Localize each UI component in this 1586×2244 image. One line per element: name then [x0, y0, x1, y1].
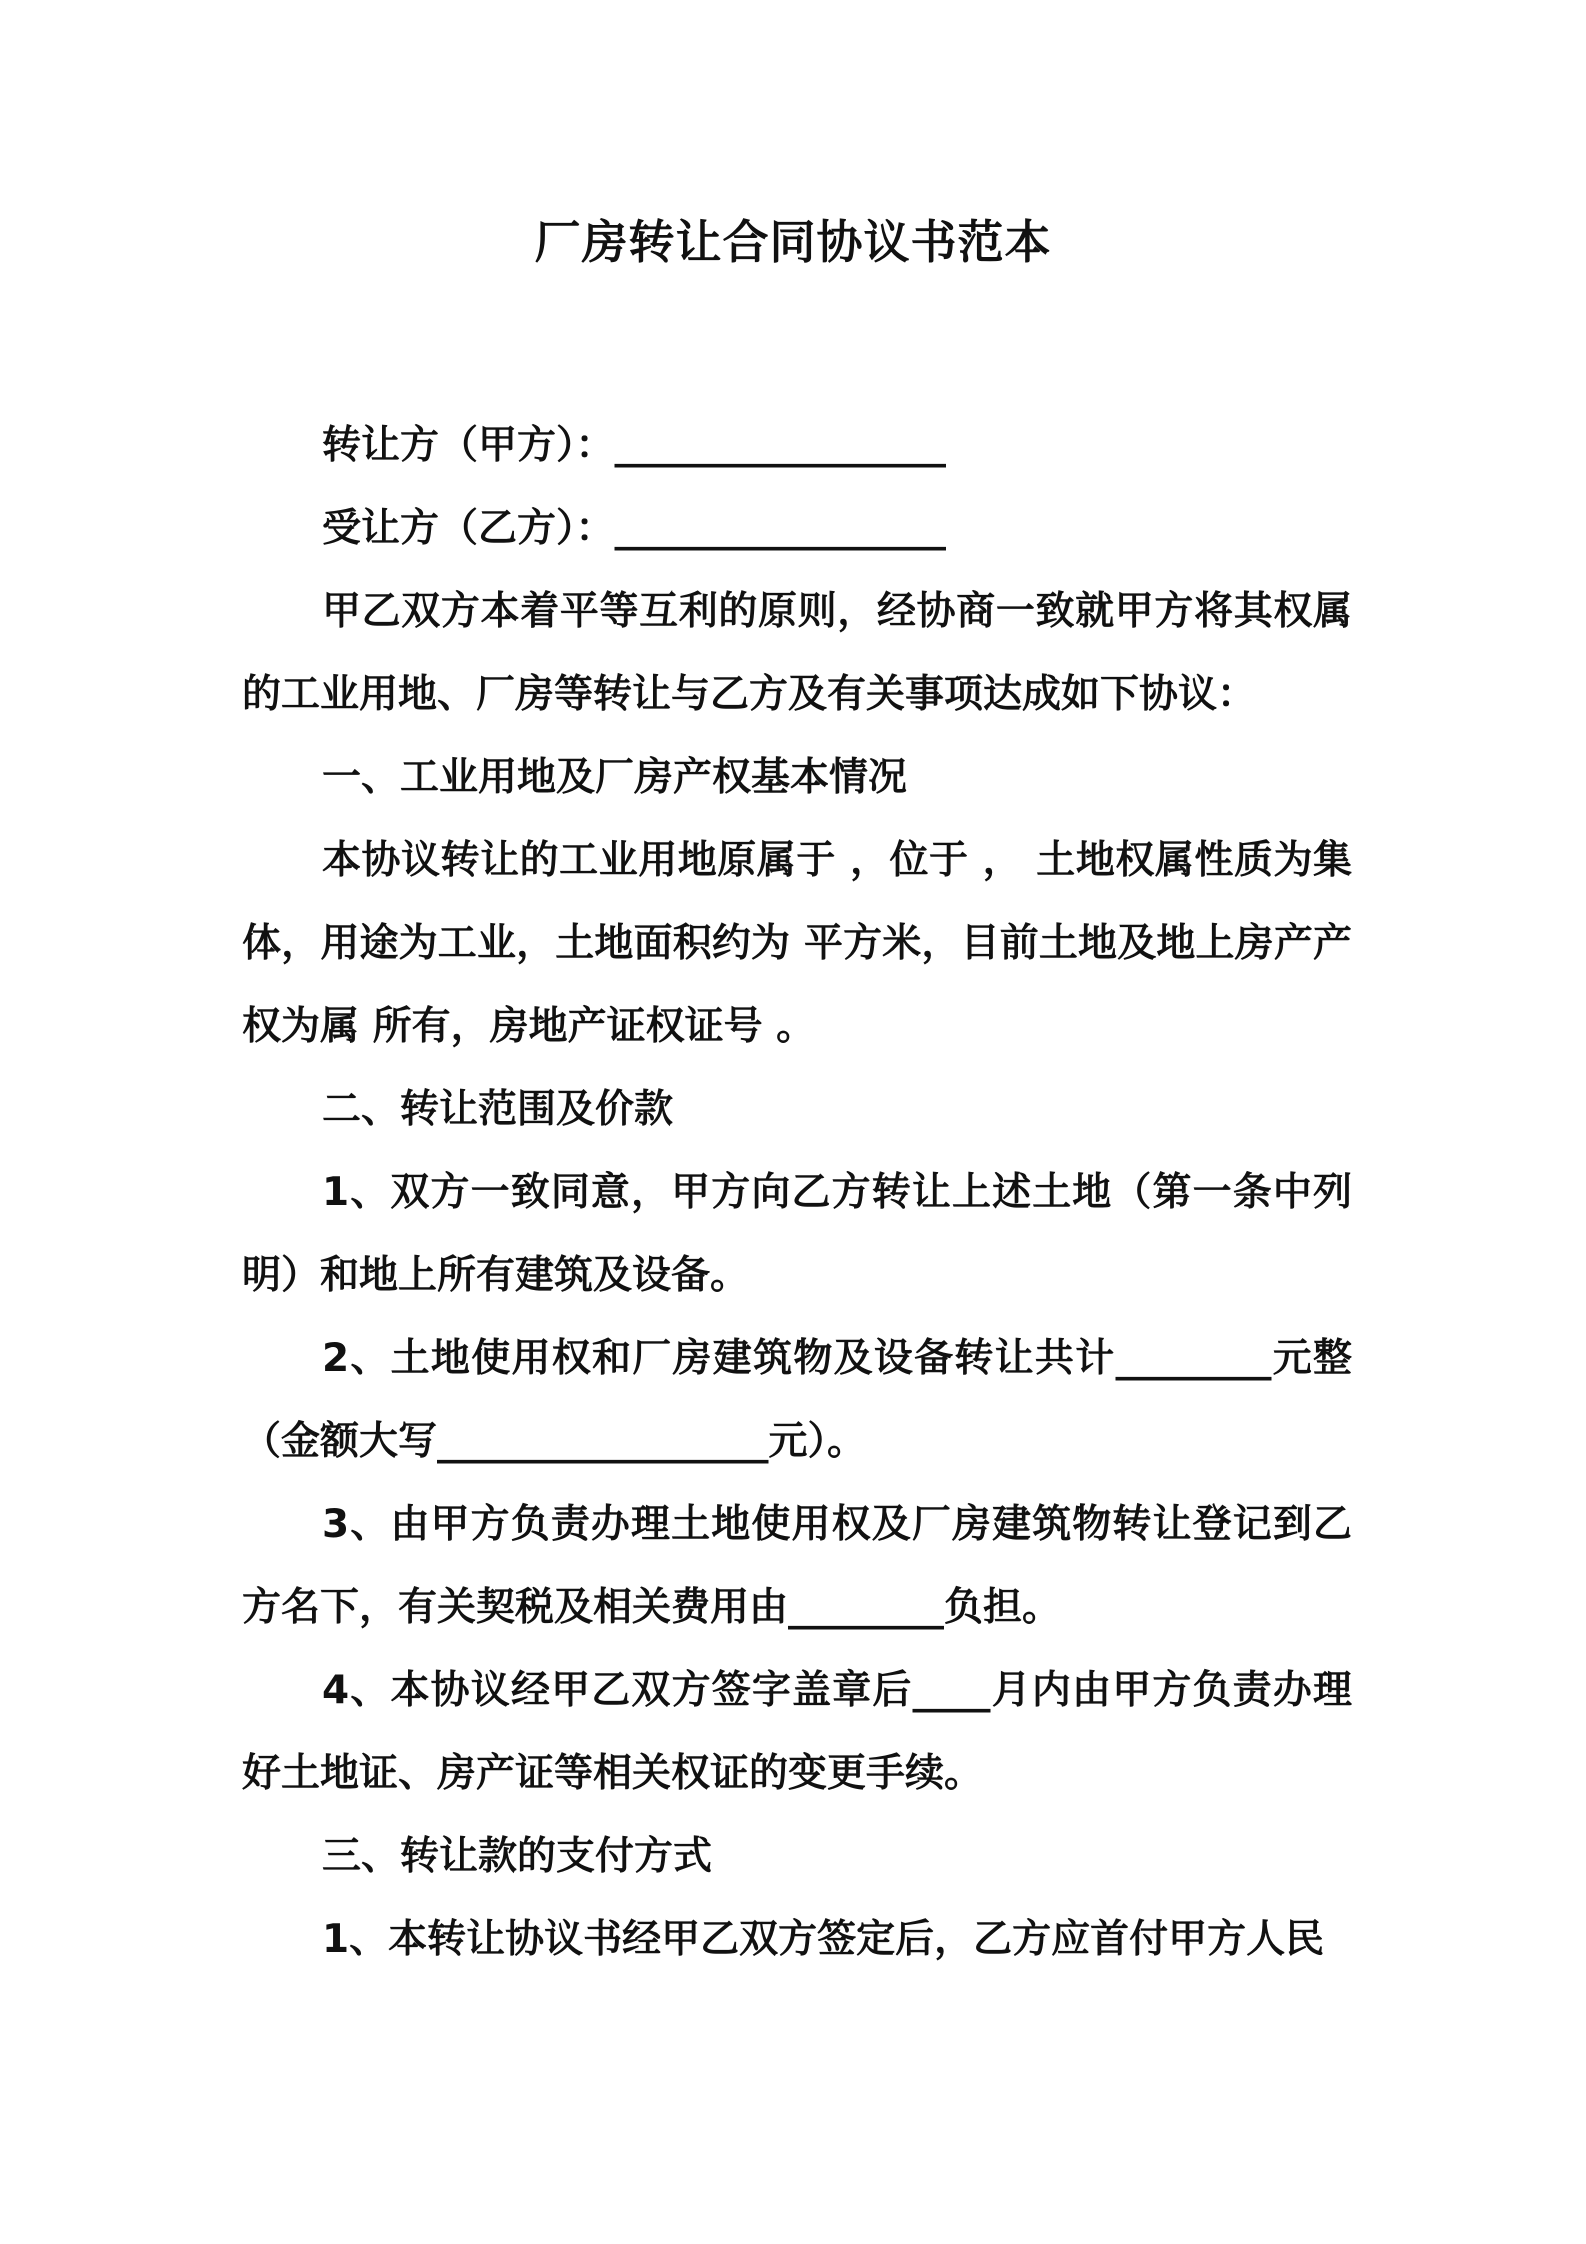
document-body — [242, 404, 1352, 1981]
clause-2-3: 3、由甲方负责办理土地使用权及厂房建筑物转让登记到乙方名下，有关契税及相关费用由________负担。 — [242, 1502, 1352, 1630]
clause-2-2: 2、土地使用权和厂房建筑物及设备转让共计________元整（金额大写_________________元）。 — [242, 1336, 1352, 1464]
clause-2-1: 1、双方一致同意，甲方向乙方转让上述土地（第一条中列明）和地上所有建筑及设备。 — [242, 1170, 1352, 1298]
transferor-line: 转让方（甲方）：_________________ — [322, 423, 947, 468]
section-heading-1: 一、工业用地及厂房产权基本情况 — [322, 755, 908, 800]
clause-2-4: 4、本协议经甲乙双方签字盖章后____月内由甲方负责办理好土地证、房产证等相关权证的变更手续。 — [242, 1668, 1352, 1796]
clause-3-1: 1、本转让协议书经甲乙双方签定后，乙方应首付甲方人民 — [322, 1917, 1325, 1962]
section-heading-3: 三、转让款的支付方式 — [322, 1834, 713, 1879]
transferee-line: 受让方（乙方）：_________________ — [322, 506, 947, 551]
preamble-paragraph: 甲乙双方本着平等互利的原则，经协商一致就甲方将其权属的工业用地、厂房等转让与乙方及有关事项达成如下协议： — [242, 589, 1352, 717]
document-title: 厂房转让合同协议书范本 — [534, 215, 1052, 269]
property-info-paragraph: 本协议转让的工业用地原属于 ，位于 ， 土地权属性质为集体，用途为工业，土地面积约为 平方米，目前土地及地上房产产权为属 所有，房地产证权证号 。 — [242, 838, 1352, 1049]
section-heading-2: 二、转让范围及价款 — [322, 1087, 674, 1132]
